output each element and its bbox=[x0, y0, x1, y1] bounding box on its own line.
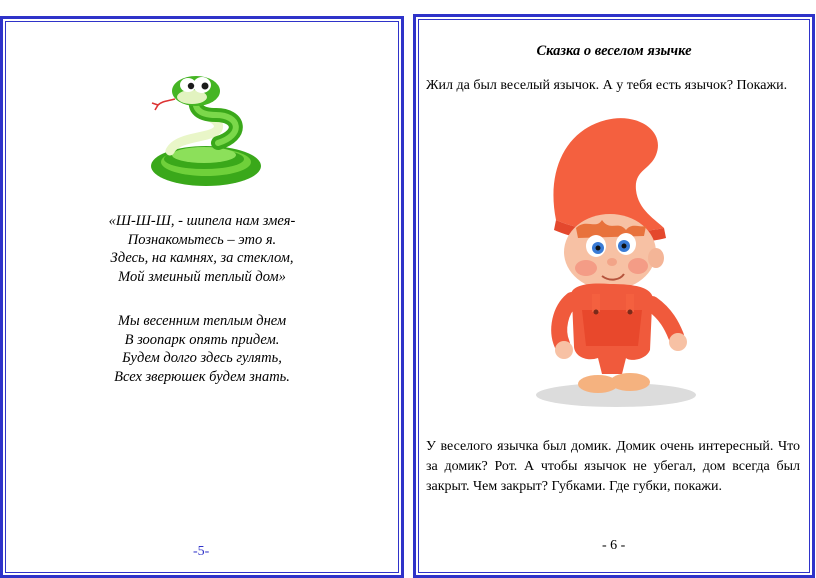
left-page bbox=[0, 16, 404, 578]
story-paragraph: У веселого язычка был домик. Домик очень интересный. Что за домик? Рот. А чтобы язычок не убегал, дом всегда был закрыт. Чем закрыт? Губками. Где губки, покажи. bbox=[426, 439, 800, 494]
right-page bbox=[413, 14, 815, 578]
poem-line: Мой змеиный теплый дом» bbox=[118, 268, 286, 285]
snake-illustration bbox=[148, 71, 268, 196]
snake-tongue bbox=[152, 99, 175, 110]
boy-in-cap-illustration bbox=[526, 110, 706, 410]
story-title: Сказка о веселом язычке bbox=[536, 43, 692, 59]
poem-line: В зоопарк опять придем. bbox=[124, 331, 280, 348]
poem-line: Познакомьтесь – это я. bbox=[127, 231, 277, 248]
poem-line: Всех зверюшек будем знать. bbox=[114, 368, 290, 385]
poem-line: Будем долго здесь гулять, bbox=[122, 350, 282, 366]
page-number: - 6 - bbox=[602, 538, 626, 553]
poem-line: Мы весенним теплым днем bbox=[117, 313, 287, 329]
poem-line: «Ш-Ш-Ш, - шипела нам змея- bbox=[108, 213, 296, 229]
intro-paragraph: Жил да был веселый язычок. А у тебя есть язычок? Покажи. bbox=[426, 78, 788, 93]
page-number: -5- bbox=[193, 544, 210, 559]
poem-stanza-2 bbox=[3, 312, 401, 386]
poem-stanza-1 bbox=[3, 212, 401, 286]
poem-line: Здесь, на камнях, за стеклом, bbox=[110, 250, 294, 266]
